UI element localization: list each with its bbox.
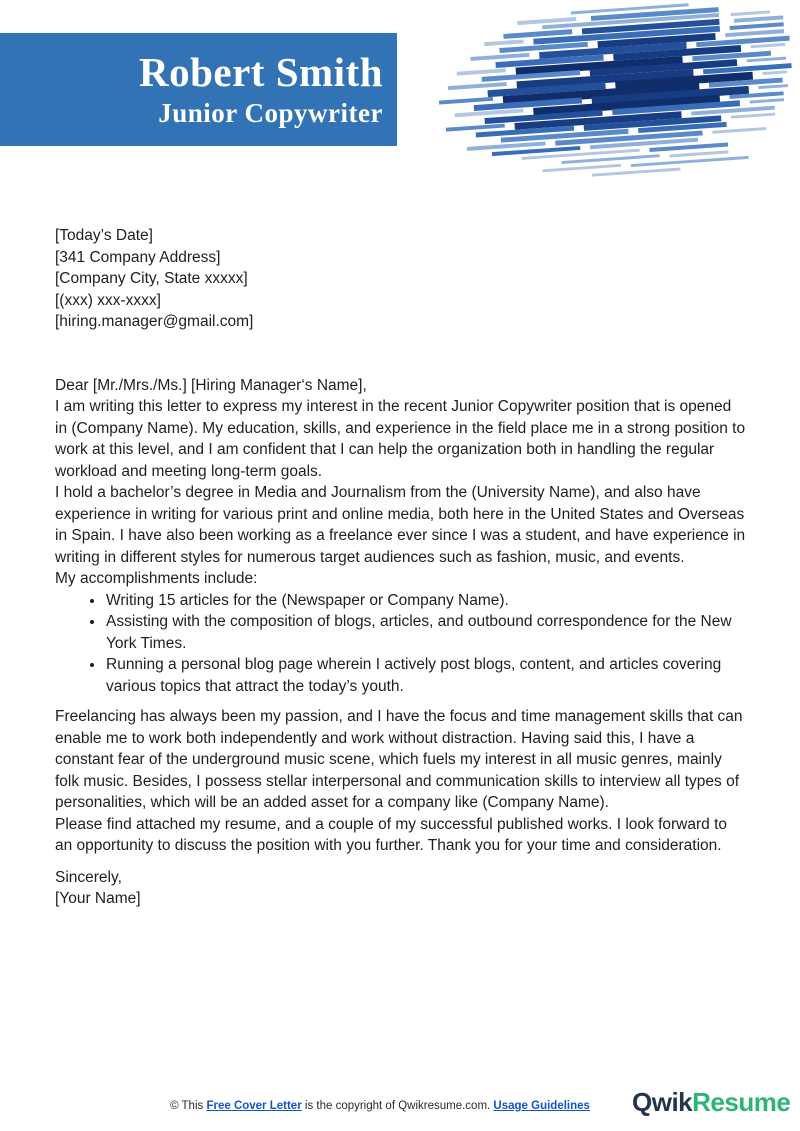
footer-middle: is the copyright of Qwikresume.com. <box>301 1100 494 1112</box>
closing-block <box>55 867 747 910</box>
paragraph-skills: Freelancing has always been my passion, and I have the focus and time management skills that can enable me to work both independently and work without distraction. Having said this, I have a constant fear of the underground music scene, which fuels my interest in all music genres, mainly folk music. Besides, I possess stellar interpersonal and communication skills to interview all types of personalities, which will be an added asset for a company like (Company Name). <box>55 708 743 811</box>
address-line: [341 Company Address] <box>55 248 221 266</box>
footer-copyright <box>55 1100 705 1112</box>
closing-salutation: Sincerely, <box>55 868 122 886</box>
paragraph-intro: I am writing this letter to express my interest in the recent Junior Copywriter position that is opened in (Company Name). My education, skills, and experience in the field place me in a strong position to work at this level, and I am confident that I can help the organization both in handling the regular workload and meeting long-term goals. <box>55 398 746 480</box>
list-item: • Running a personal blog page wherein I actively post blogs, content, and articles covering various topics that attract the today’s youth. <box>105 654 747 697</box>
address-block <box>55 247 747 333</box>
list-item: • Assisting with the composition of blogs, articles, and outbound correspondence for the New York Times. <box>105 611 747 654</box>
candidate-title: Junior Copywriter <box>158 97 383 128</box>
header-banner <box>0 33 397 146</box>
candidate-name: Robert Smith <box>138 48 383 95</box>
list-item: • Writing 15 articles for the (Newspaper or Company Name). <box>105 590 747 612</box>
qwikresume-logo <box>632 1087 790 1118</box>
free-cover-letter-link[interactable]: Free Cover Letter <box>206 1100 302 1112</box>
paragraph-background: I hold a bachelor’s degree in Media and Journalism from the (University Name), and also have experience in writing for various print and online media, both here in the United States and Overseas in Spain. I have also been working as a freelance ever since I was a student, and have experience in writing in different styles for numerous target audiences such as fashion, music, and events. <box>55 484 746 566</box>
address-line: [(xxx) xxx-xxxx] <box>55 291 161 309</box>
accomplishments-list <box>55 590 747 698</box>
usage-guidelines-link[interactable]: Usage Guidelines <box>493 1100 590 1112</box>
address-line: [hiring.manager@gmail.com] <box>55 313 254 330</box>
header-streaks-graphic <box>425 3 797 185</box>
signature-placeholder: [Your Name] <box>55 890 141 907</box>
greeting-line: Dear [Mr./Mrs./Ms.] [Hiring Manager‘s Name], <box>55 376 367 394</box>
address-line: [Company City, State xxxxx] <box>55 270 248 287</box>
accomplishments-intro: My accomplishments include: <box>55 570 258 587</box>
date-line: [Today’s Date] <box>55 227 153 244</box>
paragraph-closing: Please find attached my resume, and a couple of my successful published works. I look forward to an opportunity to discuss the position with you further. Thank you for your time and consideration. <box>55 815 728 854</box>
logo-qwik: Qwik <box>632 1087 693 1117</box>
logo-resume: Resume <box>692 1087 791 1117</box>
letter-body <box>55 225 747 910</box>
footer-prefix: © This <box>170 1100 207 1112</box>
